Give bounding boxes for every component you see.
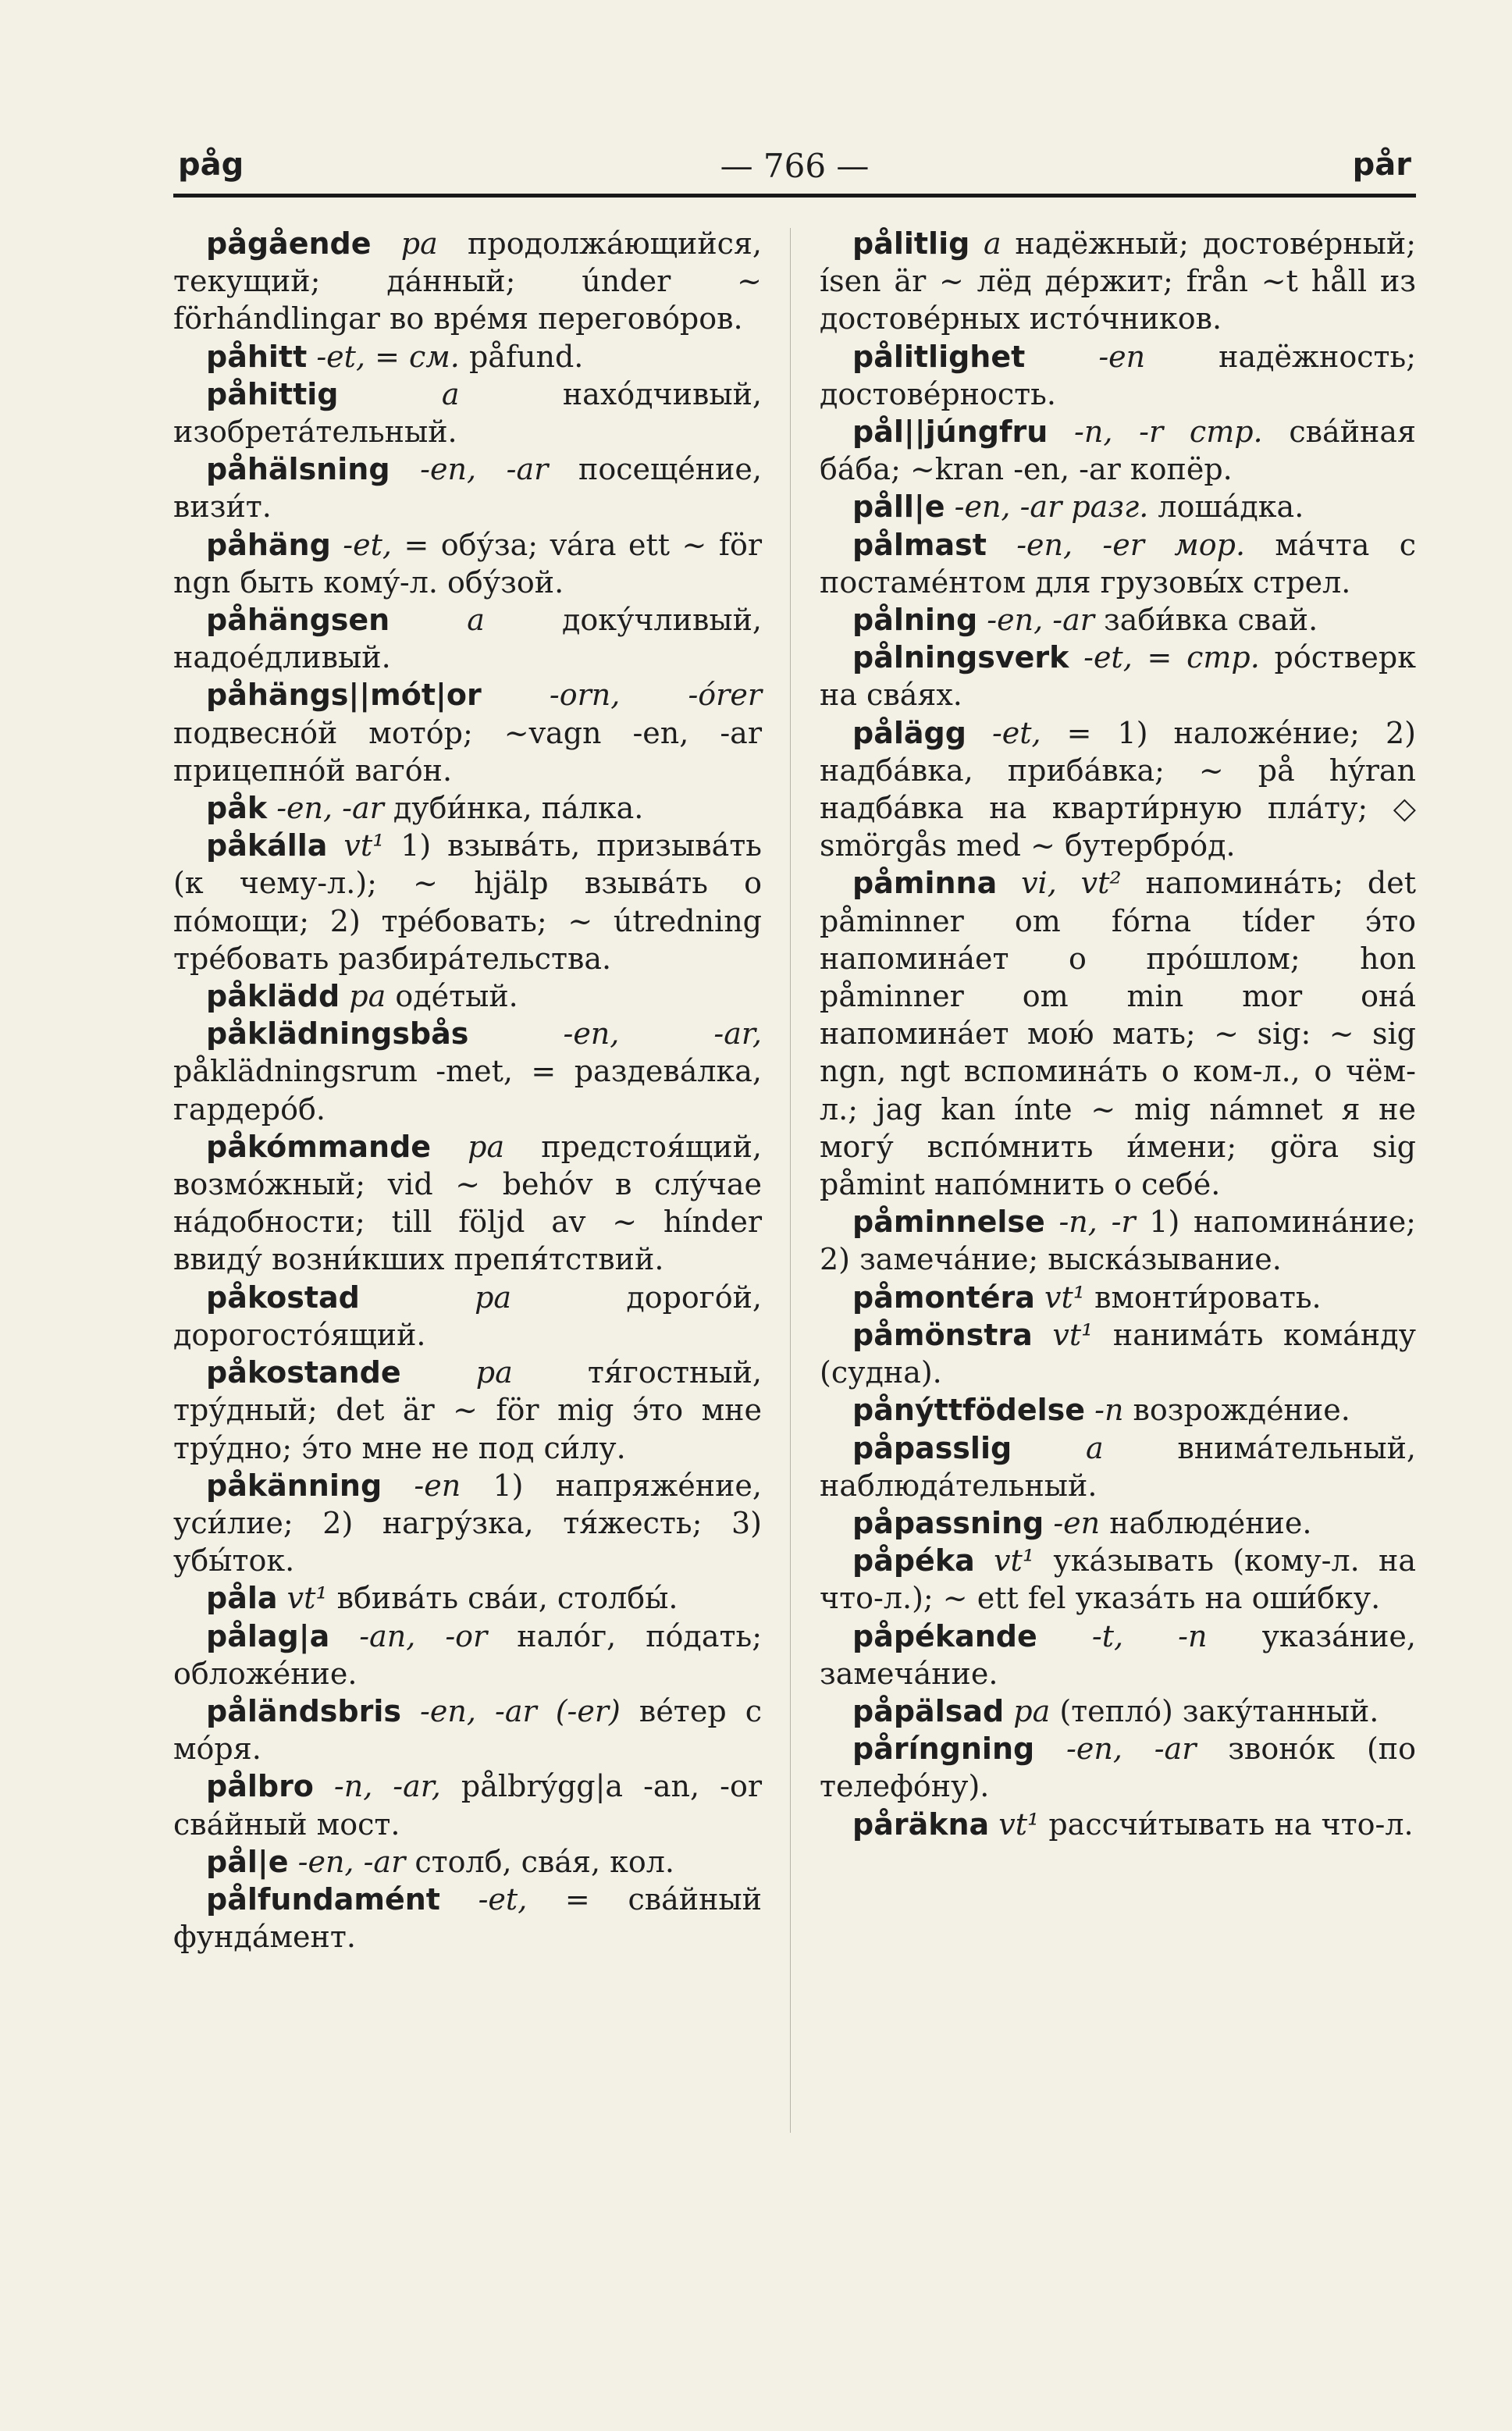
entry-definition: сва́йная ба́ба; ~kran -en, -ar копёр. [820, 415, 1416, 487]
entry-definition: вмонти́ровать. [1084, 1280, 1322, 1315]
entry-grammar: -n, -ar, [313, 1769, 441, 1804]
dictionary-entry [173, 1467, 762, 1580]
entry-grammar: pa [359, 1280, 512, 1315]
dictionary-entry [820, 526, 1416, 601]
entry-headword: påla [206, 1581, 278, 1616]
entry-grammar: vt¹ [974, 1543, 1035, 1579]
dictionary-entry [173, 225, 762, 338]
entry-headword: pålitlighet [852, 339, 1026, 374]
entry-headword: påklädningsbås [206, 1016, 469, 1052]
entry-grammar: a [390, 603, 485, 638]
dictionary-entry [173, 376, 762, 450]
entry-definition: налóг, пóдать; обложéние. [173, 1618, 762, 1691]
header-rule [173, 194, 1416, 198]
entry-grammar: -an, -or [329, 1618, 488, 1653]
entry-headword: pålfundamént [206, 1881, 440, 1917]
entry-headword: påmönstra [852, 1317, 1033, 1352]
entry-definition: подвеснóй мотóр; ~vagn -en, -ar прицепнóй вагóн. [173, 715, 762, 788]
entry-grammar: -et, = см. [307, 339, 460, 374]
entry-grammar: -en, -ar [977, 603, 1094, 638]
entry-headword: påkostande [206, 1355, 401, 1390]
entry-definition: наблюдéние. [1100, 1505, 1312, 1540]
entry-headword: påhängsen [206, 603, 390, 638]
entry-grammar: -orn, -órer [481, 678, 762, 713]
entry-grammar: vi, vt² [997, 866, 1122, 901]
dictionary-entry [820, 1203, 1416, 1278]
dictionary-entry [173, 1843, 762, 1881]
dictionary-entry [173, 601, 762, 676]
entry-grammar: -n, -r стр. [1048, 415, 1263, 450]
entry-definition: 1) напоминáние; 2) замечáние; выска́зывание. [820, 1205, 1416, 1277]
entry-definition: одéтый. [386, 979, 518, 1014]
dictionary-entry [820, 1504, 1416, 1542]
entry-definition: предстоя́щий, возмóжный; vid ~ behóv в слу́чае на́добности; till följd av ~ hínder ввиду́ возни́кших препя́тствий. [173, 1129, 762, 1277]
entry-grammar: vt¹ [327, 828, 385, 863]
entry-definition: pålbrýgg|a -an, -or сва́йный мост. [173, 1769, 762, 1842]
entry-headword: pål||júngfru [852, 415, 1048, 450]
entry-definition: надёжный; достовéрный; ísen är ~ лёд дéржит; från ~t håll из достовéрных истóчников. [820, 226, 1416, 336]
entry-headword: påpasslig [852, 1430, 1012, 1465]
entry-headword: påminna [852, 866, 998, 901]
dictionary-entry [173, 1579, 762, 1617]
entry-definition: возрождéние. [1123, 1393, 1350, 1428]
dictionary-entry [173, 1881, 762, 1956]
entry-grammar: pa [431, 1129, 505, 1164]
dictionary-entry [173, 1279, 762, 1354]
entry-headword: påräkna [852, 1806, 990, 1842]
dictionary-entry [173, 338, 762, 376]
entry-grammar: vt¹ [1032, 1317, 1094, 1352]
running-head [178, 147, 1411, 194]
entry-definition: 1) напряжéние, уси́лие; 2) нагру́зка, тя́жесть; 3) убы́ток. [173, 1468, 762, 1579]
entry-definition: рóстверк на сва́ях. [820, 640, 1416, 713]
entry-definition: обу́за; vára ett ~ för ngn быть комý-л. обу́зой. [173, 527, 762, 600]
entry-grammar: -en, -ar (-er) [400, 1693, 621, 1728]
entry-headword: påhäng [206, 527, 331, 562]
dictionary-entry [173, 676, 762, 789]
entry-definition: тя́гостный, тру́дный; det är ~ för mig э́то мне тру́дно; э́то мне не под си́лу. [173, 1355, 762, 1465]
entry-headword: påkómmande [206, 1129, 432, 1164]
entry-headword: påpassning [852, 1505, 1044, 1540]
entry-definition: ука́зывать (кому-л. на что-л.); ~ ett fel указа́ть на оши́бку. [820, 1543, 1416, 1616]
dictionary-entry [820, 1279, 1416, 1316]
dictionary-entry [820, 601, 1416, 639]
entry-grammar: -et, = [439, 1881, 590, 1917]
entry-headword: påpékande [852, 1618, 1037, 1653]
dictionary-entry [820, 1730, 1416, 1805]
entry-definition: столб, сва́я, кол. [405, 1844, 674, 1879]
entry-definition: нанима́ть комáнду (судна). [820, 1317, 1416, 1390]
entry-headword: pålbro [206, 1769, 314, 1804]
entry-grammar: -n [1085, 1393, 1124, 1428]
dictionary-entry [173, 827, 762, 977]
entry-definition: 1) взыва́ть, призыва́ть (к чему-л.); ~ hjälp взыва́ть о пóмощи; 2) трéбовать; ~ útredning трéбовать разбира́тельства. [173, 828, 762, 976]
entry-grammar: -en [382, 1468, 461, 1503]
dictionary-entry [173, 1767, 762, 1842]
entry-grammar: -en, -ar [288, 1844, 406, 1879]
dictionary-entry [820, 1316, 1416, 1391]
entry-grammar: -en, -ar разг. [945, 489, 1149, 525]
entry-definition: заби́вка свай. [1094, 603, 1318, 638]
entry-definition: сва́йный фунда́мент. [173, 1881, 762, 1955]
entry-headword: påpälsad [852, 1693, 1005, 1728]
entry-headword: påk [206, 791, 268, 826]
entry-headword: påhängs||mót|or [206, 678, 482, 713]
entry-headword: påll|e [852, 489, 945, 525]
entry-headword: påríngning [852, 1732, 1035, 1767]
left-column [173, 225, 762, 1956]
entry-definition: нахóдчивый, изобрета́тельный. [173, 376, 763, 450]
entry-grammar: -et, = стр. [1069, 640, 1260, 675]
entry-headword: påminnelse [852, 1205, 1045, 1240]
dictionary-entry [820, 488, 1416, 525]
entry-headword: pålmast [852, 527, 987, 562]
entry-definition: доку́чливый, надое́дливый. [173, 603, 762, 675]
entry-definition: напомина́ть; det påminner om fórna tíder э́то напоминáет о прóшлом; hon påminner om min mor она́ напоминáет мою́ мать; ~ sig: ~ sig ngn, ngt вспомина́ть о ком-л., о чём-л.; jag kan ínte ~ mig námnet я не могу́ вспóмнить и́мени; göra sig påmint напóмнить о себé. [820, 866, 1416, 1202]
dictionary-entry [820, 714, 1416, 865]
dictionary-entry [820, 639, 1416, 714]
entry-definition: вбива́ть сва́и, столбы́. [327, 1581, 678, 1616]
entry-definition: звонóк (по телефóну). [820, 1732, 1417, 1804]
column-divider [790, 228, 791, 2133]
entry-grammar: -et, = [966, 715, 1092, 750]
guide-word-right: pår [1352, 147, 1411, 183]
entry-headword: påpéka [852, 1543, 975, 1579]
entry-grammar: vt¹ [277, 1581, 328, 1616]
entry-headword: pågående [206, 226, 372, 261]
entry-headword: påkálla [206, 828, 328, 863]
entry-grammar: -en, -ar [1034, 1732, 1197, 1767]
entry-headword: påkostad [206, 1280, 360, 1315]
entry-grammar: -en, -ar, [468, 1016, 762, 1052]
entry-grammar: -et, = [330, 527, 429, 562]
entry-grammar: pa [371, 226, 438, 261]
dictionary-entry [820, 1618, 1416, 1692]
entry-grammar: a [969, 226, 1001, 261]
entry-definition: вéтер с мóря. [173, 1693, 762, 1767]
entry-grammar: -en, -er мор. [986, 527, 1246, 562]
entry-grammar: pa [400, 1355, 513, 1390]
entry-headword: påhitt [206, 339, 308, 374]
entry-definition: påklädningsrum -met, = раздева́лка, гардерóб. [173, 1054, 762, 1127]
entry-definition: лоша́дка. [1148, 489, 1304, 525]
entry-grammar: -en [1044, 1505, 1101, 1540]
dictionary-entry [173, 1692, 762, 1767]
dictionary-entry [173, 1354, 762, 1467]
entry-grammar: -en, -ar [267, 791, 384, 826]
dictionary-entry [820, 1391, 1416, 1429]
dictionary-entry [173, 526, 762, 601]
entry-definition: (теплó) заку́танный. [1050, 1693, 1379, 1728]
entry-definition: 1) наложéние; 2) надба́вка, приба́вка; ~ på hýran надба́вка на кварти́рную пла́ту; ◇ smörgås med ~ бутербрóд. [820, 715, 1416, 863]
entry-headword: pånýttfödelse [852, 1393, 1086, 1428]
entry-headword: påkänning [206, 1468, 382, 1503]
dictionary-entry [820, 413, 1416, 488]
right-column [820, 225, 1416, 1843]
entry-headword: påklädd [206, 979, 340, 1014]
entry-headword: pålägg [852, 715, 966, 750]
entry-grammar: a [338, 376, 460, 411]
dictionary-entry [820, 225, 1416, 338]
entry-grammar: -en [1025, 339, 1146, 374]
dictionary-entry [820, 1542, 1416, 1617]
entry-headword: påländsbris [206, 1693, 401, 1728]
entry-grammar: pa [340, 979, 386, 1014]
entry-grammar: -n, -r [1044, 1205, 1136, 1240]
entry-headword: pålningsverk [852, 640, 1069, 675]
dictionary-entry [173, 1618, 762, 1692]
entry-definition: надёжность; достовéрность. [820, 339, 1416, 411]
entry-definition: дуби́нка, па́лка. [383, 791, 644, 826]
entry-headword: påmontéra [852, 1280, 1035, 1315]
dictionary-entry [173, 789, 762, 827]
dictionary-entry [820, 338, 1416, 413]
entry-grammar: vt¹ [1034, 1280, 1085, 1315]
entry-definition: внима́тельный, наблюда́тельный. [820, 1430, 1417, 1503]
entry-grammar: vt¹ [989, 1806, 1040, 1842]
entry-definition: продолжа́ющийся, текущий; да́нный; únder ~ förhándlingar во вре́мя переговóров. [173, 226, 762, 336]
entry-headword: pålitlig [852, 226, 970, 261]
entry-definition: указáние, замечáние. [820, 1618, 1416, 1691]
dictionary-entry [820, 864, 1416, 1203]
entry-grammar: a [1012, 1430, 1104, 1465]
dictionary-entry [173, 1128, 762, 1279]
entry-grammar: -t, -n [1037, 1618, 1208, 1653]
entry-definition: дорогóй, дорогостóящий. [173, 1280, 762, 1352]
entry-definition: посещéние, визи́т. [173, 452, 762, 525]
entry-grammar: -en, -ar [390, 452, 549, 487]
dictionary-entry [820, 1692, 1416, 1730]
entry-headword: pålag|a [206, 1618, 330, 1653]
dictionary-entry [820, 1429, 1416, 1504]
dictionary-entry [173, 450, 762, 525]
entry-definition: ма́чта с постамéнтом для грузовы́х стрел. [820, 527, 1416, 600]
page-number: — 766 — [720, 147, 870, 185]
entry-headword: pålning [852, 603, 978, 638]
entry-grammar: pa [1004, 1693, 1051, 1728]
guide-word-left: påg [178, 147, 244, 183]
entry-definition: påfund. [459, 339, 584, 374]
dictionary-entry [173, 977, 762, 1015]
dictionary-entry [820, 1806, 1416, 1843]
dictionary-entry [173, 1015, 762, 1128]
entry-headword: påhälsning [206, 452, 390, 487]
entry-definition: рассчи́тывать на что-л. [1039, 1806, 1414, 1842]
entry-headword: påhittig [206, 376, 339, 411]
entry-headword: pål|e [206, 1844, 289, 1879]
